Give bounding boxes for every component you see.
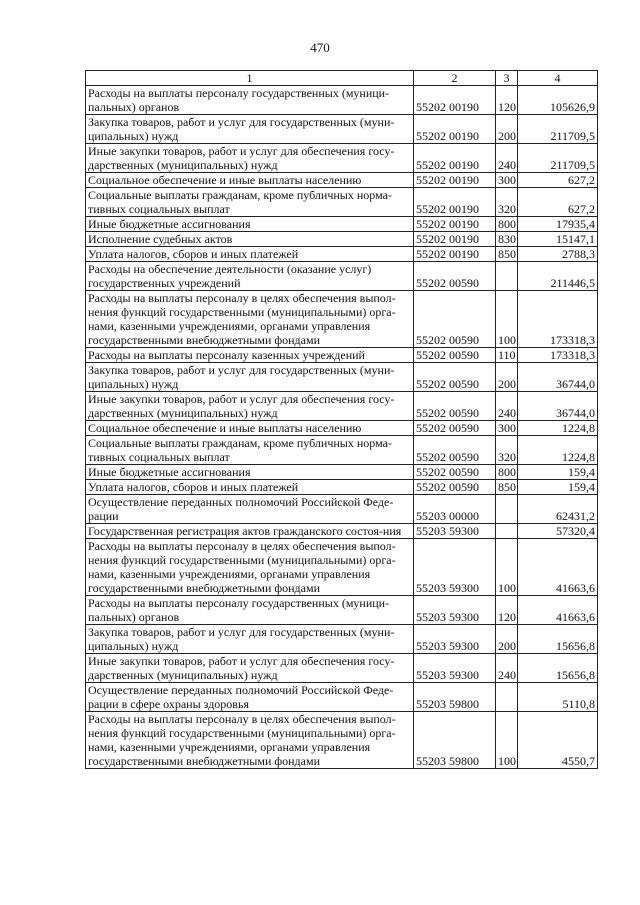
row-amount-cell: 57320,4	[518, 524, 598, 539]
row-name-cell: Осуществление переданных полномочий Российской Феде-рации в сфере охраны здоровья	[86, 683, 414, 712]
row-code-cell: 55203 59800	[414, 712, 496, 769]
row-code-cell: 55202 00190	[414, 173, 496, 188]
row-name-cell: Иные закупки товаров, работ и услуг для обеспечения госу-дарственных (муниципальных) нужд	[86, 392, 414, 421]
row-amount-cell: 211446,5	[518, 262, 598, 291]
row-vr-cell: 200	[496, 115, 518, 144]
row-vr-cell: 800	[496, 217, 518, 232]
table-row	[86, 188, 598, 217]
row-amount-cell: 159,4	[518, 465, 598, 480]
row-code-cell: 55202 00190	[414, 232, 496, 247]
table-row	[86, 524, 598, 539]
table-row	[86, 348, 598, 363]
row-amount-cell: 1224,8	[518, 436, 598, 465]
row-name-cell: Закупка товаров, работ и услуг для государственных (муни-ципальных) нужд	[86, 115, 414, 144]
row-amount-cell: 41663,6	[518, 539, 598, 596]
row-name-cell: Расходы на обеспечение деятельности (оказание услуг) государственных учреждений	[86, 262, 414, 291]
row-code-cell: 55202 00590	[414, 421, 496, 436]
table-row	[86, 654, 598, 683]
row-code-cell: 55202 00590	[414, 262, 496, 291]
row-name-cell: Социальные выплаты гражданам, кроме публичных норма-тивных социальных выплат	[86, 436, 414, 465]
row-amount-cell: 105626,9	[518, 86, 598, 115]
row-name-cell: Социальное обеспечение и иные выплаты населению	[86, 421, 414, 436]
table-row	[86, 86, 598, 115]
row-code-cell: 55202 00590	[414, 436, 496, 465]
row-code-cell: 55202 00190	[414, 247, 496, 262]
row-amount-cell: 627,2	[518, 188, 598, 217]
row-name-cell: Государственная регистрация актов гражданского состоя-ния	[86, 524, 414, 539]
row-vr-cell: 100	[496, 539, 518, 596]
row-code-cell: 55203 59300	[414, 654, 496, 683]
page-number: 470	[310, 40, 330, 55]
table-row	[86, 115, 598, 144]
row-vr-cell: 320	[496, 188, 518, 217]
row-vr-cell: 120	[496, 86, 518, 115]
row-code-cell: 55202 00590	[414, 291, 496, 348]
row-amount-cell: 211709,5	[518, 144, 598, 173]
row-name-cell: Иные бюджетные ассигнования	[86, 217, 414, 232]
row-name-cell: Расходы на выплаты персоналу государственных (муници-пальных) органов	[86, 596, 414, 625]
table-row	[86, 291, 598, 348]
table-row	[86, 421, 598, 436]
row-name-cell: Уплата налогов, сборов и иных платежей	[86, 247, 414, 262]
row-amount-cell: 159,4	[518, 480, 598, 495]
row-name-cell: Расходы на выплаты персоналу государственных (муници-пальных) органов	[86, 86, 414, 115]
row-amount-cell: 5110,8	[518, 683, 598, 712]
row-amount-cell: 173318,3	[518, 348, 598, 363]
row-vr-cell: 830	[496, 232, 518, 247]
row-name-cell: Иные закупки товаров, работ и услуг для обеспечения госу-дарственных (муниципальных) нужд	[86, 654, 414, 683]
table-row	[86, 144, 598, 173]
row-amount-cell: 627,2	[518, 173, 598, 188]
row-name-cell: Расходы на выплаты персоналу в целях обеспечения выпол-нения функций государственными (муниципальными) орга-нами, казенными учреждениями, органами управления государственными внебюджетными фондами	[86, 291, 414, 348]
row-vr-cell	[496, 683, 518, 712]
row-amount-cell: 1224,8	[518, 421, 598, 436]
row-vr-cell: 200	[496, 625, 518, 654]
table-row	[86, 436, 598, 465]
row-vr-cell	[496, 262, 518, 291]
row-amount-cell: 41663,6	[518, 596, 598, 625]
table-row	[86, 596, 598, 625]
row-vr-cell: 120	[496, 596, 518, 625]
table-row	[86, 173, 598, 188]
row-name-cell: Закупка товаров, работ и услуг для государственных (муни-ципальных) нужд	[86, 625, 414, 654]
row-code-cell: 55202 00190	[414, 188, 496, 217]
row-name-cell: Расходы на выплаты персоналу в целях обеспечения выпол-нения функций государственными (муниципальными) орга-нами, казенными учреждениями, органами управления государственными внебюджетными фондами	[86, 712, 414, 769]
table-row	[86, 262, 598, 291]
budget-table	[85, 70, 598, 769]
table-row	[86, 363, 598, 392]
row-code-cell: 55203 59300	[414, 524, 496, 539]
row-vr-cell: 240	[496, 144, 518, 173]
row-amount-cell: 4550,7	[518, 712, 598, 769]
table-row	[86, 539, 598, 596]
row-name-cell: Социальные выплаты гражданам, кроме публичных норма-тивных социальных выплат	[86, 188, 414, 217]
row-vr-cell: 240	[496, 392, 518, 421]
column-header-amount: 4	[518, 71, 598, 86]
column-header-name: 1	[86, 71, 414, 86]
row-code-cell: 55202 00590	[414, 363, 496, 392]
row-name-cell: Уплата налогов, сборов и иных платежей	[86, 480, 414, 495]
row-name-cell: Осуществление переданных полномочий Российской Феде-рации	[86, 495, 414, 524]
row-name-cell: Иные бюджетные ассигнования	[86, 465, 414, 480]
row-vr-cell: 300	[496, 421, 518, 436]
row-amount-cell: 2788,3	[518, 247, 598, 262]
row-code-cell: 55202 00190	[414, 217, 496, 232]
row-vr-cell	[496, 495, 518, 524]
row-code-cell: 55203 00000	[414, 495, 496, 524]
row-vr-cell: 100	[496, 291, 518, 348]
row-amount-cell: 15656,8	[518, 654, 598, 683]
row-name-cell: Социальное обеспечение и иные выплаты населению	[86, 173, 414, 188]
row-code-cell: 55202 00590	[414, 348, 496, 363]
row-amount-cell: 62431,2	[518, 495, 598, 524]
row-amount-cell: 211709,5	[518, 115, 598, 144]
row-vr-cell: 200	[496, 363, 518, 392]
row-amount-cell: 36744,0	[518, 363, 598, 392]
table-header-row	[86, 71, 598, 86]
table-row	[86, 465, 598, 480]
table-row	[86, 625, 598, 654]
row-vr-cell: 240	[496, 654, 518, 683]
row-vr-cell: 100	[496, 712, 518, 769]
table-row	[86, 712, 598, 769]
row-amount-cell: 36744,0	[518, 392, 598, 421]
table-row	[86, 683, 598, 712]
row-vr-cell	[496, 524, 518, 539]
row-name-cell: Расходы на выплаты персоналу в целях обеспечения выпол-нения функций государственными (муниципальными) орга-нами, казенными учреждениями, органами управления государственными внебюджетными фондами	[86, 539, 414, 596]
row-code-cell: 55203 59300	[414, 596, 496, 625]
row-amount-cell: 15147,1	[518, 232, 598, 247]
row-vr-cell: 300	[496, 173, 518, 188]
row-name-cell: Закупка товаров, работ и услуг для государственных (муни-ципальных) нужд	[86, 363, 414, 392]
row-name-cell: Расходы на выплаты персоналу казенных учреждений	[86, 348, 414, 363]
row-code-cell: 55202 00190	[414, 144, 496, 173]
row-amount-cell: 17935,4	[518, 217, 598, 232]
row-code-cell: 55203 59300	[414, 625, 496, 654]
row-vr-cell: 850	[496, 247, 518, 262]
row-code-cell: 55203 59300	[414, 539, 496, 596]
row-name-cell: Исполнение судебных актов	[86, 232, 414, 247]
row-amount-cell: 173318,3	[518, 291, 598, 348]
column-header-vr: 3	[496, 71, 518, 86]
table-row	[86, 232, 598, 247]
row-code-cell: 55202 00190	[414, 86, 496, 115]
table-row	[86, 217, 598, 232]
column-header-code: 2	[414, 71, 496, 86]
row-vr-cell: 320	[496, 436, 518, 465]
row-vr-cell: 850	[496, 480, 518, 495]
row-vr-cell: 800	[496, 465, 518, 480]
row-amount-cell: 15656,8	[518, 625, 598, 654]
row-code-cell: 55202 00190	[414, 115, 496, 144]
row-code-cell: 55203 59800	[414, 683, 496, 712]
row-vr-cell: 110	[496, 348, 518, 363]
row-name-cell: Иные закупки товаров, работ и услуг для обеспечения госу-дарственных (муниципальных) нужд	[86, 144, 414, 173]
row-code-cell: 55202 00590	[414, 480, 496, 495]
row-code-cell: 55202 00590	[414, 392, 496, 421]
table-row	[86, 247, 598, 262]
table-row	[86, 480, 598, 495]
row-code-cell: 55202 00590	[414, 465, 496, 480]
table-row	[86, 495, 598, 524]
table-row	[86, 392, 598, 421]
table-body	[86, 86, 598, 769]
